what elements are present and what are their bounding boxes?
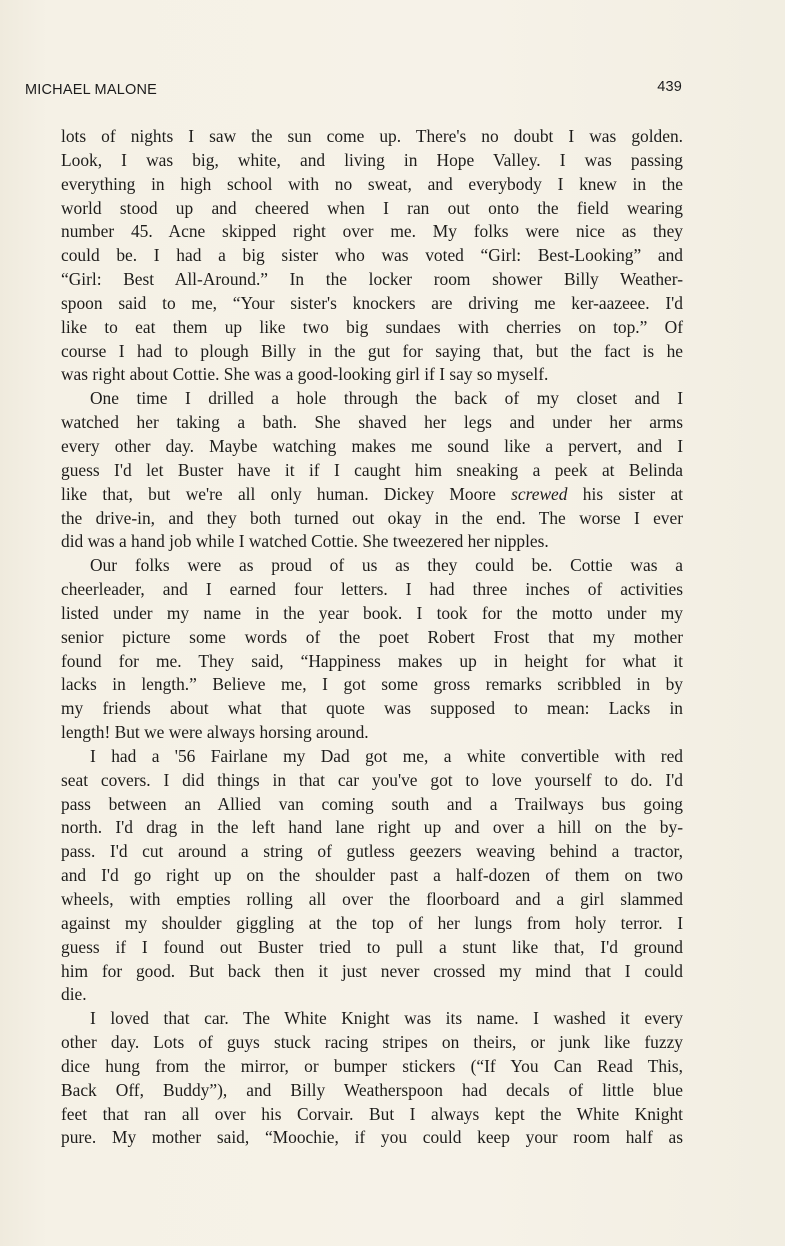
italic-word: screwed bbox=[511, 483, 568, 504]
text-line: One time I drilled a hole through the back of my closet and I bbox=[90, 388, 683, 409]
text-line: wheels, with empties rolling all over the floorboard and a girl slammed bbox=[61, 889, 683, 909]
text-line: the drive-in, and they both turned out okay in the end. The worse I ever bbox=[61, 507, 683, 528]
text-line: every other day. Maybe watching makes me sound like a pervert, and I bbox=[61, 435, 683, 456]
text-span: his sister at bbox=[567, 483, 683, 504]
paragraph bbox=[61, 125, 683, 387]
text-line: him for good. But back then it just never crossed my mind that I could bbox=[61, 960, 683, 981]
text-line: found for me. They said, “Happiness makes up in height for what it bbox=[61, 650, 683, 671]
text-line: Our folks were as proud of us as they could be. Cottie was a bbox=[90, 555, 683, 576]
text-line: spoon said to me, “Your sister's knockers are driving me ker-aazeee. I'd bbox=[61, 292, 683, 313]
text-line: cheerleader, and I earned four letters. I had three inches of activities bbox=[61, 579, 683, 600]
text-line: lots of nights I saw the sun come up. There's no doubt I was golden. bbox=[61, 126, 683, 146]
page-number: 439 bbox=[657, 79, 682, 95]
text-line: Back Off, Buddy”), and Billy Weatherspoon had decals of little blue bbox=[61, 1079, 683, 1100]
text-line: seat covers. I did things in that car you've got to love yourself to do. I'd bbox=[61, 769, 683, 790]
text-line: world stood up and cheered when I ran out onto the field wearing bbox=[61, 197, 683, 218]
paragraph bbox=[61, 554, 683, 745]
text-line: listed under my name in the year book. I took for the motto under my bbox=[61, 602, 683, 623]
text-line: other day. Lots of guys stuck racing stripes on theirs, or junk like fuzzy bbox=[61, 1032, 683, 1053]
text-line: pure. My mother said, “Moochie, if you could keep your room half as bbox=[61, 1127, 683, 1148]
text-span: like that, but we're all only human. Dickey Moore bbox=[61, 483, 512, 504]
text-line: like to eat them up like two big sundaes with cherries on top.” Of bbox=[61, 316, 683, 337]
text-line: was right about Cottie. She was a good-looking girl if I say so myself. bbox=[61, 364, 549, 385]
text-line: my friends about what that quote was supposed to mean: Lacks in bbox=[61, 698, 683, 719]
text-line: pass. I'd cut around a string of gutless geezers weaving behind a tractor, bbox=[61, 841, 683, 862]
text-line: course I had to plough Billy in the gut for saying that, but the fact is he bbox=[61, 340, 683, 361]
paragraph bbox=[61, 387, 683, 554]
text-line: did was a hand job while I watched Cottie. She tweezered her nipples. bbox=[61, 531, 549, 552]
text-line: against my shoulder giggling at the top of her lungs from holy terror. I bbox=[61, 912, 683, 933]
running-head bbox=[25, 79, 682, 104]
text-line: everything in high school with no sweat, and everybody I knew in the bbox=[61, 173, 683, 194]
text-line: I had a '56 Fairlane my Dad got me, a white convertible with red bbox=[90, 745, 683, 766]
text-line: and I'd go right up on the shoulder past a half-dozen of them on two bbox=[61, 865, 683, 886]
text-line: watched her taking a bath. She shaved her legs and under her arms bbox=[61, 412, 683, 433]
text-line: could be. I had a big sister who was voted “Girl: Best-Looking” and bbox=[61, 245, 683, 266]
text-line: guess I'd let Buster have it if I caught him sneaking a peek at Belinda bbox=[61, 459, 683, 480]
text-line-with-italic bbox=[61, 483, 683, 507]
text-line: senior picture some words of the poet Robert Frost that my mother bbox=[61, 626, 683, 647]
text-line: pass between an Allied van coming south and a Trailways bus going bbox=[61, 793, 683, 814]
paragraph bbox=[61, 745, 683, 1007]
paragraph bbox=[61, 1007, 683, 1150]
text-line: guess if I found out Buster tried to pull a stunt like that, I'd ground bbox=[61, 936, 683, 957]
running-head-author: MICHAEL MALONE bbox=[25, 82, 157, 98]
text-line: length! But we were always horsing around. bbox=[61, 722, 369, 743]
text-line: Look, I was big, white, and living in Hope Valley. I was passing bbox=[61, 149, 683, 170]
text-line: dice hung from the mirror, or bumper stickers (“If You Can Read This, bbox=[61, 1055, 683, 1076]
text-line: die. bbox=[61, 984, 87, 1005]
text-line: lacks in length.” Believe me, I got some gross remarks scribbled in by bbox=[61, 674, 683, 695]
text-line: number 45. Acne skipped right over me. My folks were nice as they bbox=[61, 221, 683, 242]
text-line: feet that ran all over his Corvair. But I always kept the White Knight bbox=[61, 1103, 683, 1124]
text-line: I loved that car. The White Knight was its name. I washed it every bbox=[90, 1008, 683, 1029]
text-line: north. I'd drag in the left hand lane right up and over a hill on the by- bbox=[61, 817, 683, 838]
text-line: “Girl: Best All-Around.” In the locker room shower Billy Weather- bbox=[61, 269, 683, 290]
body-text bbox=[61, 125, 683, 1150]
